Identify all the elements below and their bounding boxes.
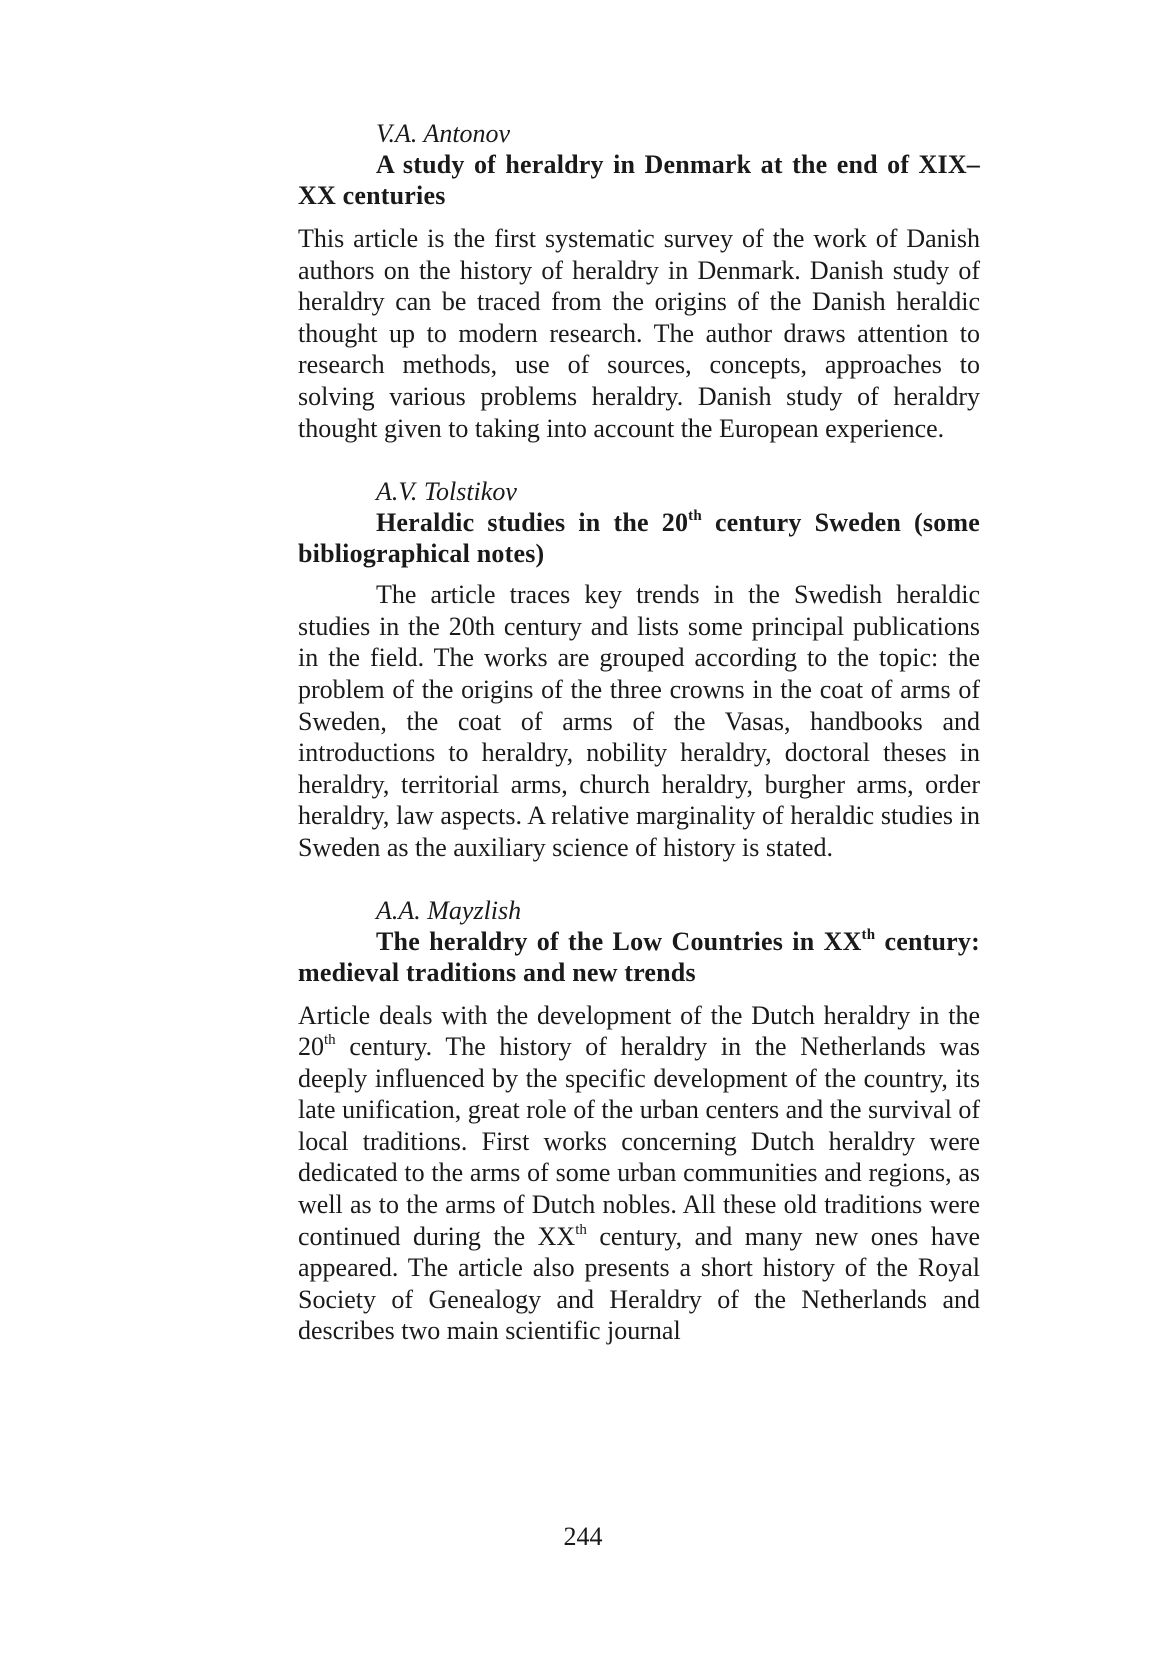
title-superscript: th [688, 508, 702, 525]
text-column [298, 116, 980, 1347]
article-title [298, 507, 980, 569]
abstract-superscript: th [575, 1221, 587, 1238]
article-mayzlish [298, 893, 980, 1348]
article-author: A.V. Tolstikov [376, 477, 517, 507]
article-title: A study of heraldry in Denmark at the end of XIX–XX centuries [298, 150, 980, 210]
article-tolstikov [298, 474, 980, 863]
abstract-superscript: th [324, 1032, 336, 1049]
page-number: 244 [563, 1522, 603, 1551]
abstract-text: century, and many new ones have appeared. The article also presents a short history of the Royal Society of Genealogy and Heraldry of the Netherlands and describes two main scientific journal [298, 1221, 980, 1346]
title-text: The heraldry of the Low Countries in XX [376, 926, 862, 956]
article-author: V.A. Antonov [376, 119, 511, 148]
article-abstract: This article is the first systematic survey of the work of Danish authors on the history of heraldry in Denmark. Danish study of heraldry can be traced from the origins of the Danish heraldic thought up to modern research. The author draws attention to research methods, use of sources, concepts, approaches to solving various problems heraldry. Danish study of heraldry thought given to taking into account the European experience. [298, 224, 980, 443]
article-title [298, 926, 980, 988]
title-text: Heraldic studies in the 20 [376, 508, 689, 538]
article-abstract: The article traces key trends in the Swedish heraldic studies in the 20th century and lists some principal publications in the field. The works are grouped according to the topic: the problem of the origins of the three crowns in the coat of arms of Sweden, the coat of arms of the Vasas, handbooks and introductions to heraldry, nobility heraldry, doctoral theses in heraldry, territorial arms, church heraldry, burgher arms, order heraldry, law aspects. A relative marginality of heraldic studies in Sweden as the auxiliary science of history is stated. [298, 580, 980, 862]
title-text: century Sweden (some bibliographical notes) [298, 508, 981, 569]
title-text: century: medieval traditions and new trends [298, 926, 980, 987]
abstract-text: century. The history of heraldry in the Netherlands was deeply influenced by the specific development of the country, its late unification, great role of the urban centers and the survival of local traditions. First works concerning Dutch heraldry were dedicated to the arms of some urban communities and regions, as well as to the arms of Dutch nobles. All these old traditions were continued during the XX [298, 1032, 980, 1251]
article-author: A.A. Mayzlish [376, 895, 522, 925]
article-abstract [298, 1000, 980, 1348]
abstract-text: Article deals with the development of the Dutch heraldry in the 20 [298, 1000, 980, 1062]
article-antonov [298, 116, 980, 444]
title-superscript: th [861, 926, 876, 943]
